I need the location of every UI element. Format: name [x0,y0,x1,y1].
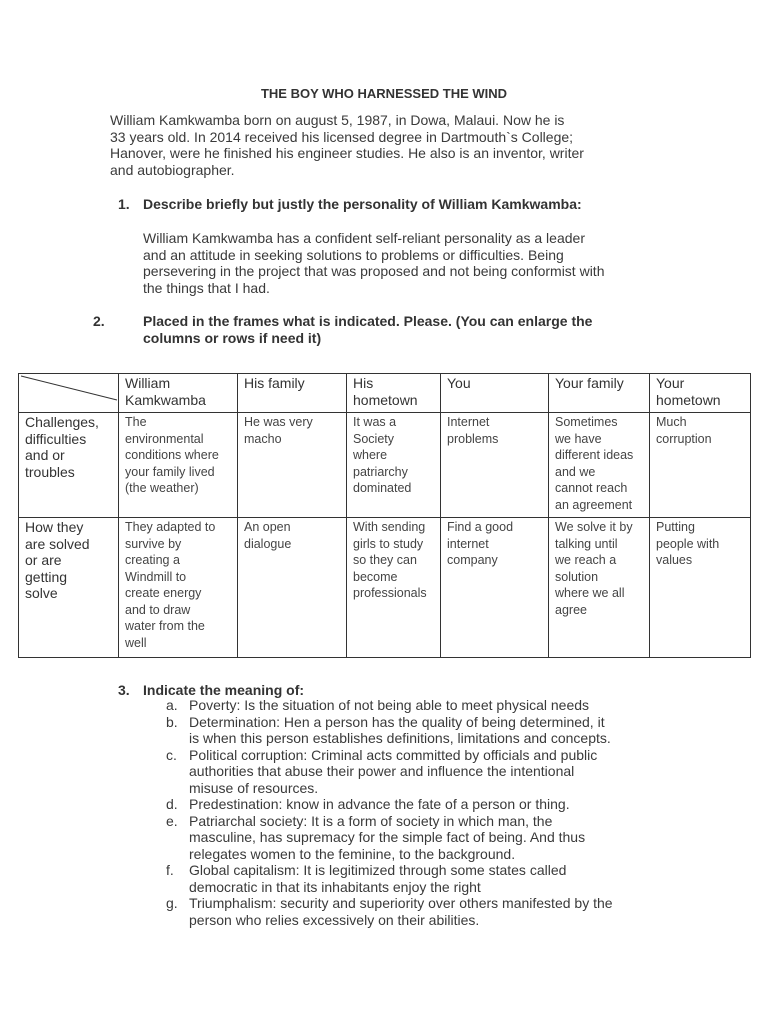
question-2-heading [93,313,703,346]
table-cell: Much corruption [650,413,751,518]
list-marker: f. [166,862,174,878]
question-1-heading [118,196,678,213]
column-header: Your hometown [650,374,751,413]
table-cell: It was a Society where patriarchy dominated [347,413,441,518]
table-row [19,518,751,658]
intro-line: 33 years old. In 2014 received his licensed degree in Dartmouth`s College; [110,128,574,145]
frames-table [18,373,751,658]
list-marker: d. [166,796,178,812]
meanings-list [166,697,666,928]
answer-line: persevering in the project that was proposed and not being conformist with [143,263,605,279]
table-cell: He was very macho [238,413,347,518]
row-header: How they are solved or are getting solve [19,518,119,658]
list-item: d. Predestination: know in advance the fate of a person or thing. [166,796,570,812]
list-item: g. Triumphalism: security and superiority over others manifested by the person who relies excessively on their abilities. [166,895,613,928]
answer-line: the things that I had. [143,279,270,296]
list-marker: b. [166,713,178,730]
intro-line: and autobiographer. [110,161,235,178]
question-number: 3. [118,682,130,698]
table-cell: An open dialogue [238,518,347,658]
question-number: 2. [93,313,105,329]
table-cell: Find a good internet company [441,518,549,658]
intro-line: Hanover, were he finished his engineer studies. He also is an inventor, writer [110,145,584,161]
column-header: His hometown [347,374,441,413]
table-cell: They adapted to survive by creating a Windmill to create energy and to draw water from the well [119,518,238,658]
list-item: b. Determination: Hen a person has the quality of being determined, it is when this person establishes definitions, limitations and concepts. [166,713,611,746]
list-marker: c. [166,746,177,763]
table-cell: Putting people with values [650,518,751,658]
diagonal-line [19,374,119,408]
table-row [19,413,751,518]
table-cell: With sending girls to study so they can become professionals [347,518,441,658]
list-item: a. Poverty: Is the situation of not being able to meet physical needs [166,697,590,713]
intro-line: William Kamkwamba born on august 5, 1987, in Dowa, Malaui. Now he is [110,112,565,128]
table-header-row [19,374,751,413]
list-marker: a. [166,697,178,713]
question-text: columns or rows if need it) [143,329,322,346]
intro-paragraph [110,112,650,178]
corner-cell [19,374,119,413]
table-cell: Sometimes we have different ideas and we cannot reach an agreement [549,413,650,518]
page-title: THE BOY WHO HARNESSED THE WIND [260,86,508,101]
column-header: Your family [549,374,650,413]
question-1-answer [143,230,663,296]
list-item: e. Patriarchal society: It is a form of society in which man, the masculine, has supremacy for the simple fact of being. And thus relegates women to the feminine, to the background. [166,812,586,862]
row-header: Challenges, difficulties and or troubles [19,413,119,518]
column-header: You [441,374,549,413]
list-marker: e. [166,812,178,829]
question-number: 1. [118,196,130,212]
question-text: Describe briefly but justly the personality of William Kamkwamba: [143,196,582,212]
column-header: William Kamkwamba [119,374,238,413]
list-item: c. Political corruption: Criminal acts committed by officials and public authorities that abuse their power and influence the intentional misuse of resources. [166,746,598,796]
table-cell: We solve it by talking until we reach a solution where we all agree [549,518,650,658]
list-item: f. Global capitalism: It is legitimized through some states called democratic in that its inhabitants enjoy the right [166,862,567,895]
answer-line: and an attitude in seeking solutions to problems or difficulties. Being [143,246,564,263]
question-text: Placed in the frames what is indicated. Please. (You can enlarge the [143,313,593,329]
answer-line: William Kamkwamba has a confident self-reliant personality as a leader [143,230,585,246]
question-text: Indicate the meaning of: [143,682,305,698]
list-marker: g. [166,895,178,911]
column-header: His family [238,374,347,413]
table-cell: The environmental conditions where your family lived (the weather) [119,413,238,518]
table-cell: Internet problems [441,413,549,518]
